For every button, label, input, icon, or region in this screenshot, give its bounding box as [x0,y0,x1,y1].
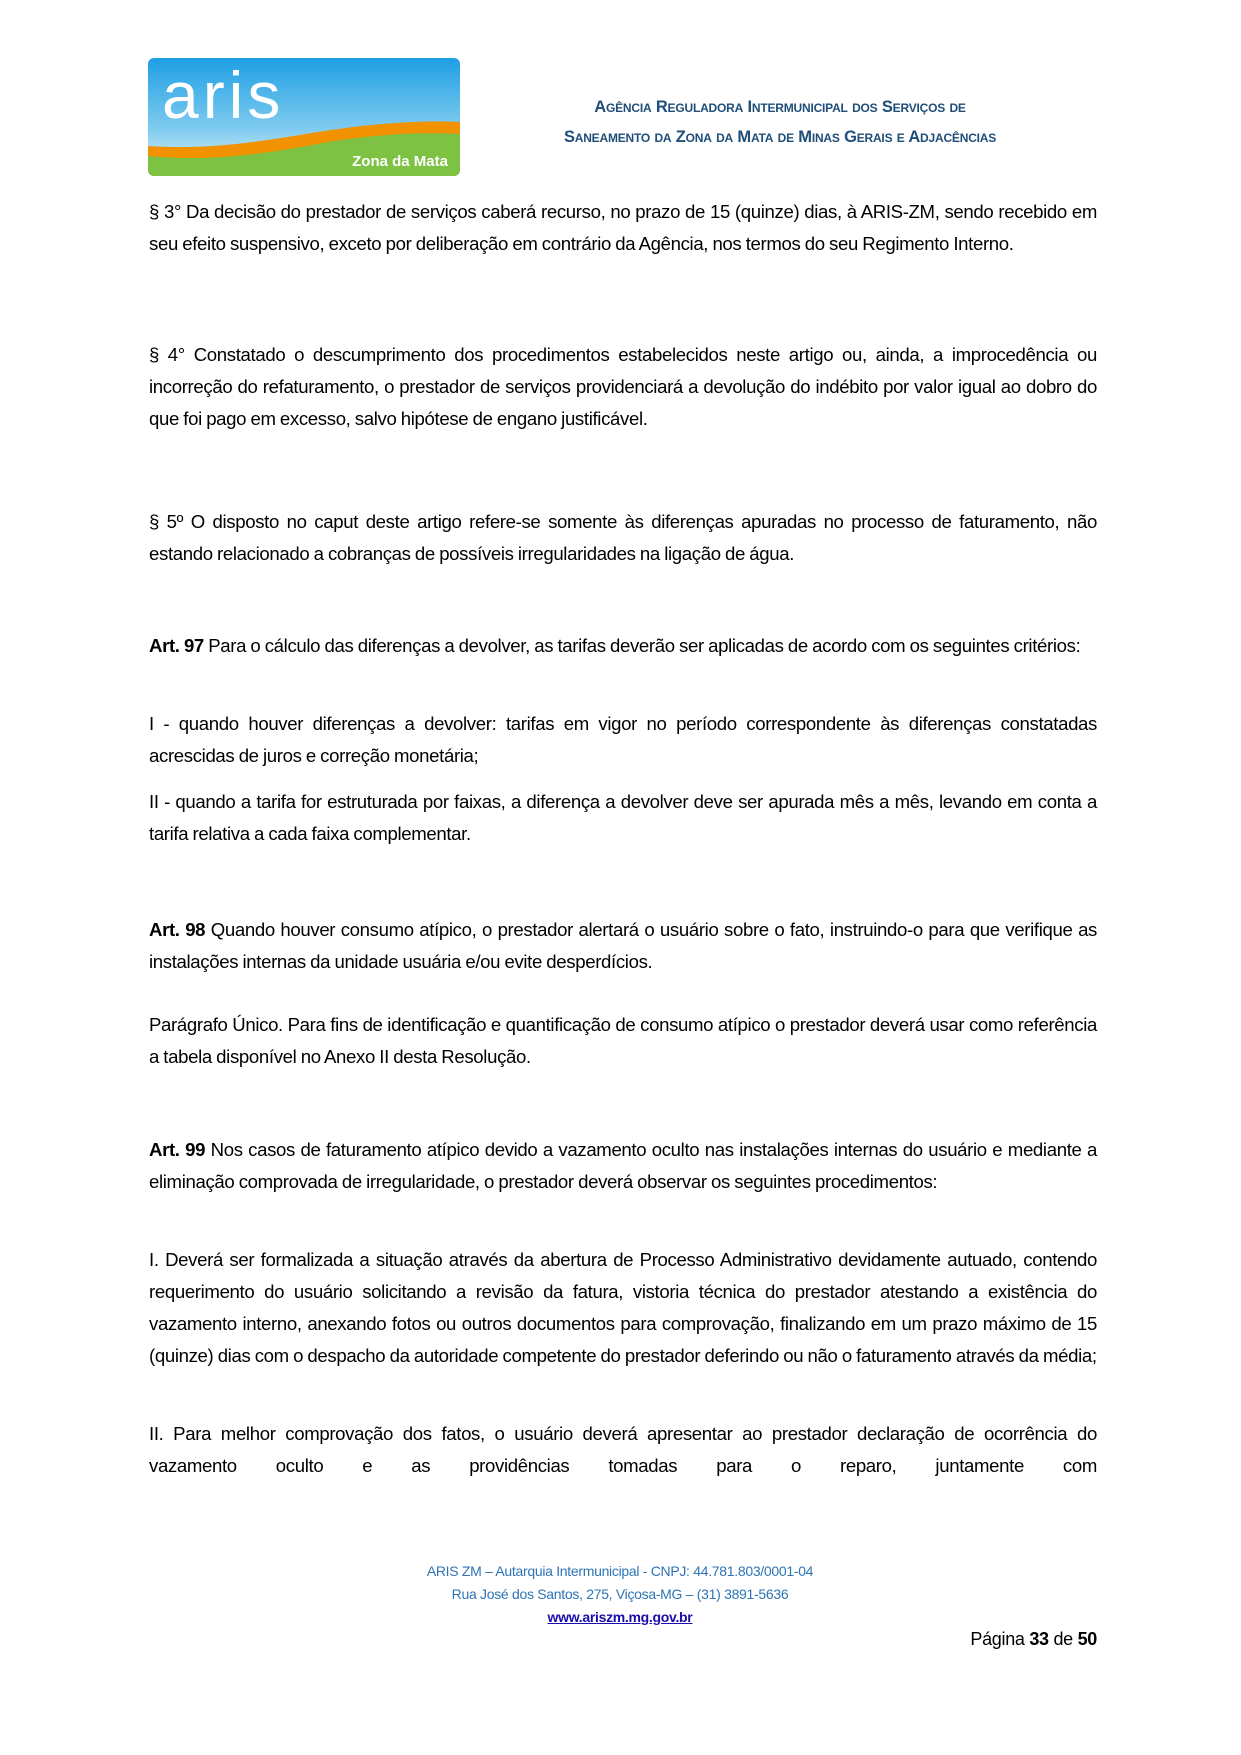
logo-subtitle: Zona da Mata [352,153,448,170]
footer-address: Rua José dos Santos, 275, Viçosa-MG – (31) 3891-5636 [451,1586,789,1602]
footer-cnpj: ARIS ZM – Autarquia Intermunicipal - CNPJ: 44.781.803/0001-04 [426,1563,814,1579]
paragraph-5: § 5º O disposto no caput deste artigo refere-se somente às diferenças apuradas no processo de faturamento, não estando relacionado a cobranças de possíveis irregularidades na ligação de água. [149,511,1097,564]
article-97-label: Art. 97 [149,635,204,656]
page-current: 33 [1029,1629,1049,1649]
article-99-text: Nos casos de faturamento atípico devido a vazamento oculto nas instalações internas do usuário e mediante a eliminação comprovada de irregularidade, o prestador deverá observar os seguintes procedimentos: [149,1139,1098,1192]
agency-header [500,92,1060,152]
article-97 [149,630,1097,662]
logo-wordmark: aris [162,58,285,132]
page-footer [380,1560,860,1629]
article-98 [149,914,1097,978]
article-97-item-2: II - quando a tarifa for estruturada por faixas, a diferença a devolver deve ser apurada mês a mês, levando em conta a tarifa relativa a cada faixa complementar. [149,791,1097,844]
agency-line-1: Agência Reguladora Intermunicipal dos Serviços de [594,98,966,116]
article-98-text: Quando houver consumo atípico, o prestador alertará o usuário sobre o fato, instruindo-o para que verifique as instalações internas da unidade usuária e/ou evite desperdícios. [149,919,1098,972]
agency-line-2: Saneamento da Zona da Mata de Minas Gerais e Adjacências [563,128,997,146]
article-99-label: Art. 99 [149,1139,206,1160]
paragraph-4: § 4° Constatado o descumprimento dos procedimentos estabelecidos neste artigo ou, ainda, a improcedência ou incorreção do refaturamento, o prestador de serviços providenciará a devolução do indébito por valor igual ao dobro do que foi pago em excesso, salvo hipótese de engano justificável. [149,344,1097,429]
article-98-label: Art. 98 [149,919,206,940]
article-97-text: Para o cálculo das diferenças a devolver, as tarifas deverão ser aplicadas de acordo com os seguintes critérios: [203,635,1081,656]
article-98-paragrafo-unico: Parágrafo Único. Para fins de identificação e quantificação de consumo atípico o prestador deverá usar como referência a tabela disponível no Anexo II desta Resolução. [149,1014,1097,1067]
footer-website-link[interactable]: www.ariszm.mg.gov.br [547,1609,693,1625]
article-99-item-2: II. Para melhor comprovação dos fatos, o usuário deverá apresentar ao prestador declaração de ocorrência do vazamento oculto e as providências tomadas para o reparo, juntamente com [149,1423,1097,1476]
page-separator: de [1048,1629,1078,1649]
paragraph-3: § 3° Da decisão do prestador de serviços caberá recurso, no prazo de 15 (quinze) dias, à ARIS-ZM, sendo recebido em seu efeito suspensivo, exceto por deliberação em contrário da Agência, nos termos do seu Regimento Interno. [149,201,1097,254]
page-label: Página [970,1629,1030,1649]
page-total: 50 [1077,1629,1097,1649]
article-99-item-1: I. Deverá ser formalizada a situação através da abertura de Processo Administrativo devidamente autuado, contendo requerimento do usuário solicitando a revisão da fatura, vistoria técnica do prestador atestando a existência do vazamento interno, anexando fotos ou outros documentos para comprovação, finalizando em um prazo máximo de 15 (quinze) dias com o despacho da autoridade competente do prestador deferindo ou não o faturamento através da média; [149,1249,1097,1366]
aris-logo-graphic [148,58,460,176]
page-number [970,1629,1097,1650]
aris-logo [148,58,460,176]
article-97-item-1: I - quando houver diferenças a devolver: tarifas em vigor no período correspondente às diferenças constatadas acrescidas de juros e correção monetária; [149,713,1097,766]
article-99 [149,1134,1097,1198]
